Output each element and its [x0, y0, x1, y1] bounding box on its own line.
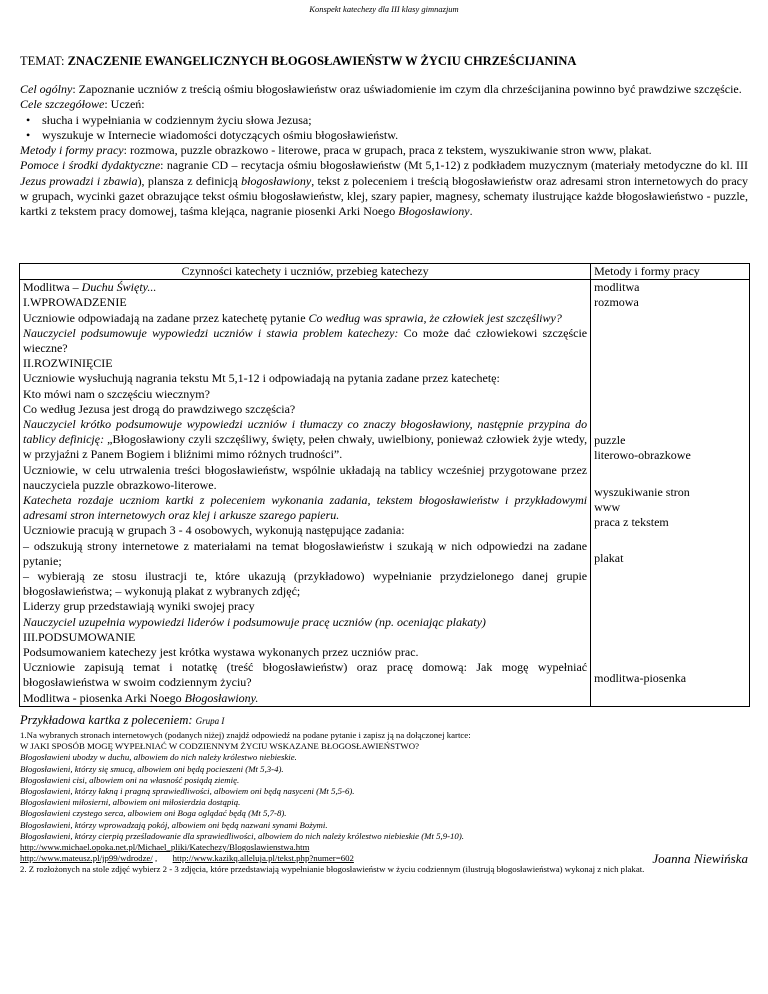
method-text: praca z tekstem — [594, 515, 669, 530]
beatitude-7: Błogosławieni, którzy wprowadzają pokój, albowiem oni będą nazwani synami Bożymi. — [20, 819, 328, 830]
teaching-aids-paragraph: Pomoce i środki dydaktyczne: nagranie CD – recytacja ośmiu błogosławieństw (Mt 5,1-12) z podkładem muzycznym (materiały metodyczne do kl. III Jezus prowadzi i zbawia), plansza z definicją błogosławiony, tekst z poleceniem i treścią błogosławieństw oraz adresami stron internetowych do pracy w grupach, wycinki gazet obrazujące tekst ośmiu błogosławieństw, klej, szary papier, magnesy, schematy ilustrujące każde błogosławieństwo - puzzle, kartki z tekstem pracy domowej, taśma klejąca, nagranie piosenki Arki Noego Błogosławiony. — [20, 158, 749, 219]
general-goal: Cel ogólny: Zapoznanie uczniów z treścią ośmiu błogosławieństw oraz uświadomienie im czym dla chrześcijanina powinno być prawdziwe szczęście. — [20, 82, 742, 96]
beatitude-5: Błogosławieni miłosierni, albowiem oni miłosierdzia dostąpią. — [20, 797, 241, 808]
header-activities: Czynności katechety i uczniów, przebieg katechezy — [20, 264, 591, 280]
goal-item: • wyszukuje w Internecie wiadomości dotyczących ośmiu błogosławieństw. — [20, 128, 748, 143]
goal-item: • słucha i wypełniania w codziennym życiu słowa Jezusa; — [20, 113, 748, 128]
method-puzzle-2: literowo-obrazkowe — [594, 447, 691, 462]
url-link-1[interactable]: http://www.michael.opoka.net.pl/Michael_pliki/Katechezy/Blogoslawienstwa.htm — [20, 842, 310, 853]
lesson-intro — [20, 82, 748, 220]
beatitude-8: Błogosławieni, którzy cierpią prześladowanie dla sprawiedliwości, albowiem do nich należy królestwo niebieskie (Mt 5,9-10). — [20, 830, 464, 841]
author-signature: Joanna Niewińska — [652, 851, 748, 866]
beatitude-4: Błogosławieni, którzy łakną i pragną sprawiedliwości, albowiem oni będą nasyceni (Mt 5,5-6). — [20, 786, 355, 797]
url-link-2[interactable]: http://www.mateusz.pl/jp99/wdrodze/ — [20, 853, 153, 864]
topic-title: ZNACZENIE EWANGELICZNYCH BŁOGOSŁAWIEŃSTW W ŻYCIU CHRZEŚCIJANINA — [67, 54, 577, 68]
task-card-title: Przykładowa kartka z poleceniem: Grupa I — [20, 713, 225, 727]
methods-cell — [591, 280, 750, 707]
method-rozmowa: rozmowa — [594, 295, 639, 310]
methods-paragraph: Metody i formy pracy: rozmowa, puzzle obrazkowo - literowe, praca w grupach, praca z tekstem, wyszukiwanie stron www, plakat. — [20, 143, 652, 158]
method-search-2: www — [594, 500, 621, 515]
activities-cell: Modlitwa – Duchu Święty... I.WPROWADZENIE Uczniowie odpowiadają na zadane przez katechetę pytanie Co według was sprawia, że człowiek jest szczęśliwy? Nauczyciel podsumowuje wypowiedzi uczniów i stawia problem katechezy: Co może dać człowiekowi szczęście wieczne? II.ROZWINIĘCIE Uczniowie wysłuchują nagrania tekstu Mt 5,1-12 i odpowiadają na pytania zadane przez katechetę: Kto mówi nam o szczęściu wiecznym? Co według Jezusa jest drogą do prawdziwego szczęścia? Nauczyciel krótko podsumowuje wypowiedzi uczniów i tłumaczy co znaczy błogosławiony, następnie przypina do tablicy definicję: „Błogosławiony czyli szczęśliwy, święty, pełen chwały, uwielbiony, ponieważ człowiek żyje wtedy, w przyjaźni z Panem Bogiem i bliźnimi mimo różnych trudności”. Uczniowie, w celu utrwalenia treści błogosławieństw, wspólnie układają na tablicy wcześniej przygotowane przez nauczyciela puzzle obrazkowo-literowe. Katecheta rozdaje uczniom kartki z poleceniem wykonania zadania, tekstem błogosławieństw i przykładowymi adresami stron internetowych oraz klej i arkusze szarego papieru. Uczniowie pracują w grupach 3 - 4 osobowych, wykonują następujące zadania: – odszukują strony internetowe z materiałami na temat błogosławieństw i szukają w nich odpowiedzi na zadane pytanie; – wybierają ze stosu ilustracji te, które ukazują (przykładowo) wypełnianie przydzielonego danej grupie błogosławieństwa; – wykonują plakat z wybranych zdjęć; Liderzy grup przedstawiają wyniki swojej pracy Nauczyciel uzupełnia wypowiedzi liderów i podsumowuje pracę uczniów (np. oceniając plakaty) III.PODSUMOWANIE Podsumowaniem katechezy jest krótka wystawa wykonanych przez uczniów prac. Uczniowie zapisują temat i notatkę (treść błogosławieństw) oraz pracę domową: Jak mogę wypełniać błogosławieństwa w swoim codziennym życiu? Modlitwa - piosenka Arki Noego Błogosławiony. — [20, 280, 591, 707]
goal-list — [20, 113, 748, 144]
task-card-body: 1.Na wybranych stronach internetowych (podanych niżej) znajdź odpowiedź na podane pytanie i zapisz ją na dołączonej kartce: W JAKI SPOSÓB MOGĘ WYPEŁNIAĆ W CODZIENNYM ŻYCIU WSKAZANE BŁOGOSŁAWIEŃSTWO? Błogosławieni ubodzy w duchu, albowiem do nich należy królestwo niebieskie. Błogosławieni, którzy się smucą, albowiem oni będą pocieszeni (Mt 5,3-4). Błogosławieni cisi, albowiem oni na własność posiądą ziemię. Błogosławieni, którzy łakną i pragną sprawiedliwości, albowiem oni będą nasyceni (Mt 5,5-6). Błogosławieni miłosierni, albowiem oni miłosierdzia dostąpią. Błogosławieni czystego serca, albowiem oni Boga oglądać będą (Mt 5,7-8). Błogosławieni, którzy wprowadzają pokój, albowiem oni będą nazwani synami Bożymi. Błogosławieni, którzy cierpią prześladowanie dla sprawiedliwości, albowiem do nich należy królestwo niebieskie (Mt 5,9-10). http://www.michael.opoka.net.pl/Michael_pliki/Katechezy/Blogoslawienstwa.htm http://www.mateusz.pl/jp99/wdrodze/ , http://www.kazikq.alleluja.pl/tekst.php?numer=602 2. Z rozłożonych na stole zdjęć wybierz 2 - 3 zdjęcia, które przedstawiają wypełnianie błogosławieństw w życiu codziennym (ilustrują błogosławieństwa) wykonaj z nich plakat. — [20, 730, 750, 876]
method-poster: plakat — [594, 550, 624, 565]
method-modlitwa: modlitwa — [594, 280, 640, 295]
topic-label: TEMAT: — [20, 54, 68, 68]
method-search: wyszukiwanie stron — [594, 485, 690, 500]
table-header-row — [20, 264, 750, 280]
lesson-plan-table — [19, 263, 750, 707]
method-song: modlitwa-piosenka — [594, 670, 687, 685]
beatitude-3: Błogosławieni cisi, albowiem oni na własność posiądą ziemię. — [20, 774, 240, 785]
running-header: Konspekt katechezy dla III klasy gimnazjum — [309, 4, 459, 14]
method-puzzle: puzzle — [594, 432, 626, 447]
url-link-3[interactable]: http://www.kazikq.alleluja.pl/tekst.php?numer=602 — [172, 853, 354, 864]
task-2: 2. Z rozłożonych na stole zdjęć wybierz 2 - 3 zdjęcia, które przedstawiają wypełnianie błogosławieństw w życiu codziennym (ilustrują błogosławieństwa) wykonaj z nich plakat. — [20, 864, 645, 875]
task-card — [20, 713, 750, 876]
lesson-topic — [20, 54, 748, 69]
header-methods: Metody i formy pracy — [591, 264, 750, 280]
beatitude-1: Błogosławieni ubodzy w duchu, albowiem do nich należy królestwo niebieskie. — [20, 752, 297, 763]
specific-goals: Cele szczegółowe: Uczeń: — [20, 97, 145, 112]
task-1: 1.Na wybranych stronach internetowych (podanych niżej) znajdź odpowiedź na podane pytanie i zapisz ją na dołączonej kartce: — [20, 730, 471, 740]
beatitude-2: Błogosławieni, którzy się smucą, albowiem oni będą pocieszeni (Mt 5,3-4). — [20, 763, 284, 774]
table-row — [20, 280, 750, 707]
beatitude-6: Błogosławieni czystego serca, albowiem oni Boga oglądać będą (Mt 5,7-8). — [20, 808, 287, 819]
task-question: W JAKI SPOSÓB MOGĘ WYPEŁNIAĆ W CODZIENNYM ŻYCIU WSKAZANE BŁOGOSŁAWIEŃSTWO? — [20, 741, 419, 752]
